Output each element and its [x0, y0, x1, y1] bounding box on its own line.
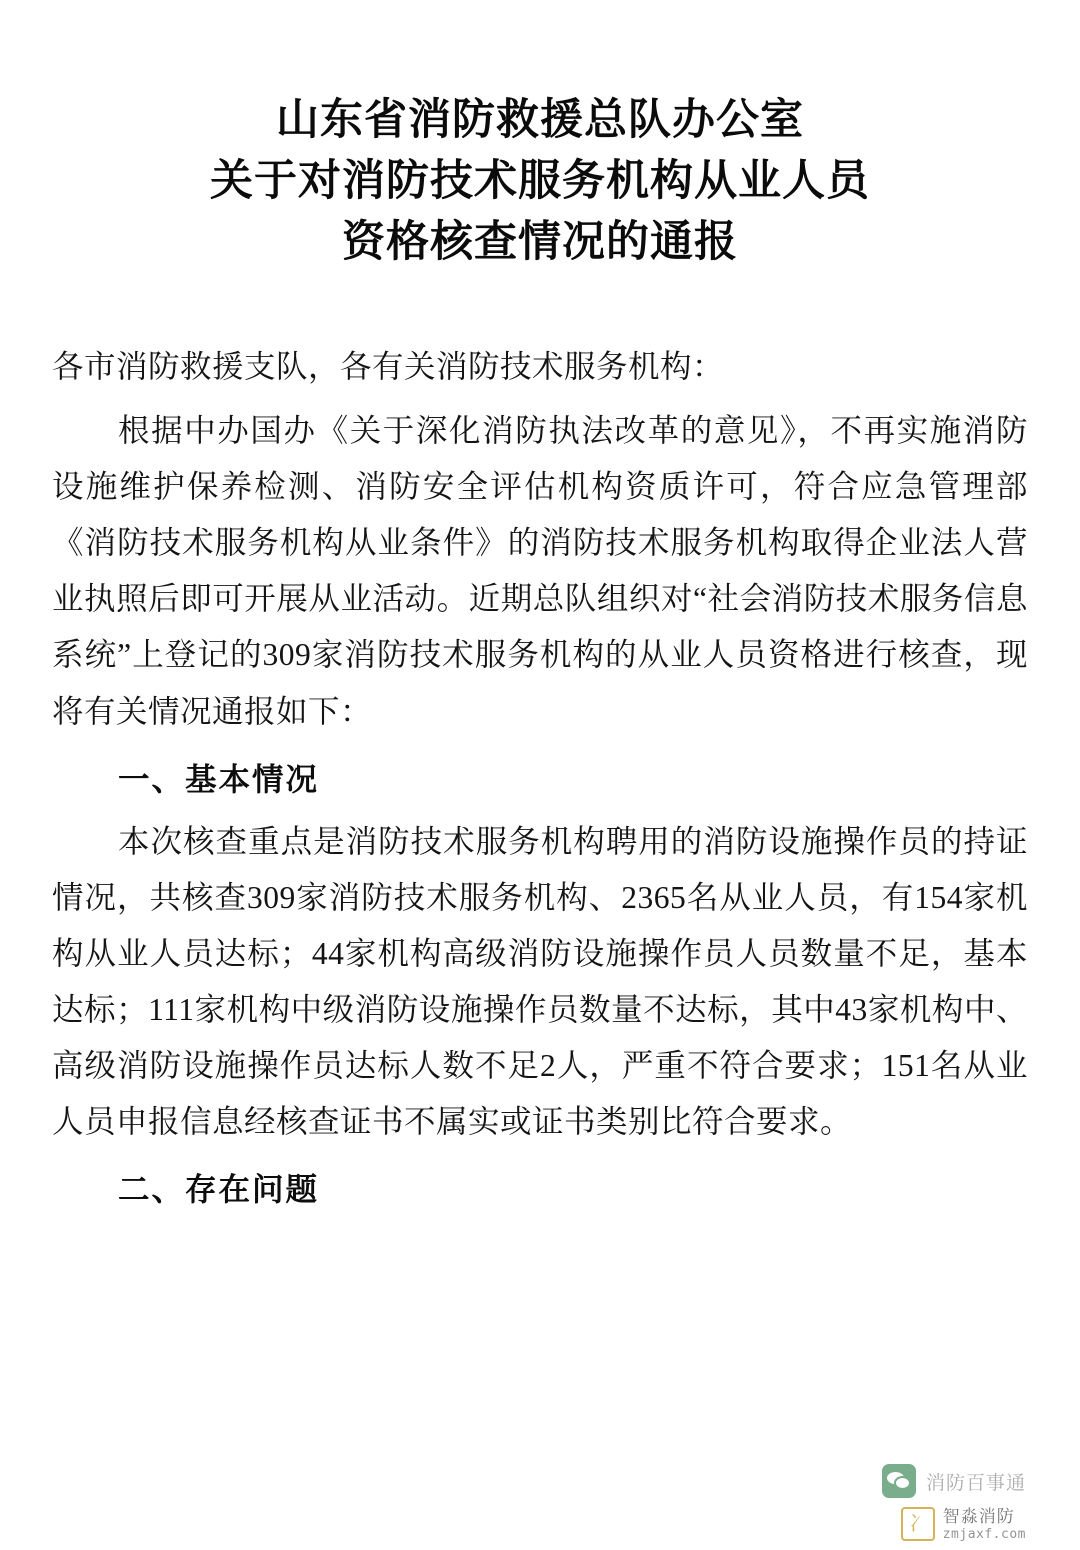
paragraph-background: 根据中办国办《关于深化消防执法改革的意见》，不再实施消防设施维护保养检测、消防安全评估机构资质许可，符合应急管理部《消防技术服务机构从业条件》的消防技术服务机构取得企业法人营业执照后即可开展从业活动。近期总队组织对“社会消防技术服务信息系统”上登记的309家消防技术服务机构的从业人员资格进行核查，现将有关情况通报如下： — [52, 413, 1028, 729]
brand-logo-icon — [901, 1507, 935, 1541]
wechat-watermark — [882, 1464, 1026, 1498]
brand-watermark — [901, 1507, 1026, 1542]
brand-text — [943, 1507, 1026, 1542]
title-line-3: 资格核查情况的通报 — [342, 219, 738, 267]
title-line-2: 关于对消防技术服务机构从业人员 — [210, 158, 870, 206]
document-body — [52, 339, 1028, 1218]
document-title — [52, 90, 1028, 273]
brand-name-en: zmjaxf.com — [942, 1526, 1026, 1542]
section-heading-basic-situation: 一、基本情况 — [118, 761, 320, 798]
wechat-account-name: 消防百事通 — [925, 1471, 1026, 1494]
wechat-icon — [882, 1464, 916, 1498]
section-heading-existing-problems: 二、存在问题 — [118, 1172, 320, 1209]
title-line-1: 山东省消防救援总队办公室 — [276, 97, 804, 144]
paragraph-basic-situation: 本次核查重点是消防技术服务机构聘用的消防设施操作员的持证情况，共核查309家消防技术服务机构、2365名从业人员，有154家机构从业人员达标；44家机构高级消防设施操作员人员数量不足，基本达标；111家机构中级消防设施操作员数量不达标，其中43家机构中、高级消防设施操作员达标人数不足2人，严重不符合要求；151名从业人员申报信息经核查证书不属实或证书类别比符合要求。 — [52, 823, 1028, 1139]
salutation: 各市消防救援支队，各有关消防技术服务机构： — [52, 349, 725, 385]
brand-name-cn: 智淼消防 — [942, 1506, 1015, 1527]
